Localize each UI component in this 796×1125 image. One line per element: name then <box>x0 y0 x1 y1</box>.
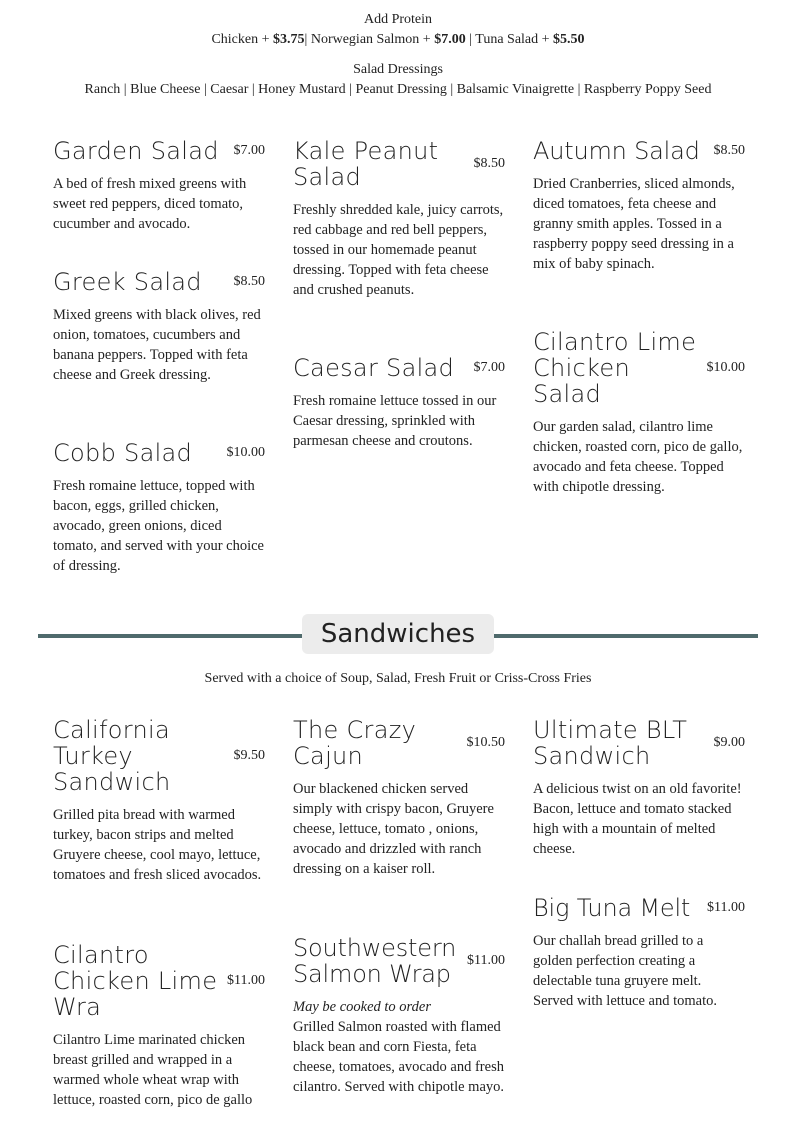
item-price: $8.50 <box>473 156 505 171</box>
item-title: Southwestern Salmon Wrap <box>293 934 457 988</box>
item-title: Cilantro Chicken Lime Wra <box>53 941 218 1021</box>
item-price: $11.00 <box>227 973 265 988</box>
menu-item <box>533 329 745 497</box>
item-description-text: Grilled Salmon roasted with flamed black bean and corn Fiesta, feta cheese, tomatoes, avocado and fresh cilantro. Served with chipotle mayo. <box>293 1019 505 1095</box>
item-price: $8.50 <box>233 274 265 289</box>
item-price: $8.50 <box>713 143 745 158</box>
item-title: Big Tuna Melt <box>533 894 691 922</box>
menu-item <box>53 440 265 576</box>
item-title: Garden Salad <box>53 137 219 165</box>
item-description: Cilantro Lime marinated chicken breast grilled and wrapped in a warmed whole wheat wrap with lettuce, roasted corn, pico de gallo <box>53 1032 253 1108</box>
item-title: Cobb Salad <box>53 439 193 467</box>
menu-item <box>53 138 265 234</box>
item-title: Caesar Salad <box>293 354 455 382</box>
menu-item <box>293 717 505 879</box>
item-description: A bed of fresh mixed greens with sweet red peppers, diced tomato, cucumber and avocado. <box>53 176 247 232</box>
item-description: Fresh romaine lettuce tossed in our Caesar dressing, sprinkled with parmesan cheese and croutons. <box>293 393 497 449</box>
item-price: $7.00 <box>233 143 265 158</box>
protein-salmon: Norwegian Salmon + $7.00 | <box>310 32 476 47</box>
menu-item <box>293 138 505 300</box>
item-description: Our garden salad, cilantro lime chicken, roasted corn, pico de gallo, avocado and feta cheese. Topped with chipotle dressing. <box>533 419 743 495</box>
item-description: Our challah bread grilled to a golden perfection creating a delectable tuna gruyere melt. Served with lettuce and tomato. <box>533 933 718 1009</box>
item-description: Fresh romaine lettuce, topped with bacon, eggs, grilled chicken, avocado, green onions, diced tomato, and served with your choice of dressing. <box>53 478 264 574</box>
item-price: $10.50 <box>466 735 505 750</box>
item-description: Freshly shredded kale, juicy carrots, red cabbage and red bell peppers, tossed in our homemade peanut dressing. Topped with feta cheese and crushed peanuts. <box>293 202 504 298</box>
item-title: Ultimate BLT Sandwich <box>533 716 688 770</box>
menu-item <box>53 717 265 885</box>
protein-heading: Add Protein <box>363 12 433 27</box>
item-price: $10.00 <box>706 360 745 375</box>
item-title: Cilantro Lime Chicken Salad <box>533 328 697 408</box>
item-description: Mixed greens with black olives, red onion, tomatoes, cucumbers and banana peppers. Topped with feta cheese and Greek dressing. <box>53 307 261 383</box>
menu-item <box>533 138 745 274</box>
menu-item <box>293 935 505 1097</box>
item-note: May be cooked to order <box>293 999 431 1015</box>
menu-item <box>53 942 265 1110</box>
menu-item <box>53 269 265 385</box>
menu-item <box>293 355 505 451</box>
item-price: $11.00 <box>707 900 745 915</box>
sandwiches-subtitle: Served with a choice of Soup, Salad, Fresh Fruit or Criss-Cross Fries <box>204 671 592 686</box>
item-title: Autumn Salad <box>533 137 700 165</box>
menu-item <box>533 717 745 859</box>
item-title: California Turkey Sandwich <box>53 716 171 796</box>
section-title-sandwiches: Sandwiches <box>302 614 494 654</box>
item-title: The Crazy Cajun <box>293 716 417 770</box>
protein-tuna: Tuna Salad + $5.50 <box>475 32 585 47</box>
item-price: $10.00 <box>226 445 265 460</box>
item-description: A delicious twist on an old favorite! Bacon, lettuce and tomato stacked high with a mountain of melted cheese. <box>533 781 742 857</box>
item-price: $9.50 <box>233 748 265 763</box>
dressings-list: Ranch | Blue Cheese | Caesar | Honey Mustard | Peanut Dressing | Balsamic Vinaigrette | Raspberry Poppy Seed <box>84 82 712 97</box>
protein-options <box>0 32 796 48</box>
protein-chicken: Chicken + $3.75| <box>211 32 311 47</box>
item-title: Kale Peanut Salad <box>293 137 439 191</box>
item-description: Our blackened chicken served simply with crispy bacon, Gruyere cheese, lettuce, tomato , onions, avocado and drizzled with ranch dressing on a kaiser roll. <box>293 781 494 877</box>
item-description: Grilled pita bread with warmed turkey, bacon strips and melted Gruyere cheese, cool mayo, lettuce, tomatoes and fresh sliced avocados. <box>53 807 262 883</box>
item-description: Dried Cranberries, sliced almonds, diced tomatoes, feta cheese and granny smith apples. Tossed in a raspberry poppy seed dressing in a mix of baby spinach. <box>533 176 735 272</box>
menu-item <box>533 895 745 1011</box>
item-title: Greek Salad <box>53 268 202 296</box>
item-price: $7.00 <box>473 360 505 375</box>
item-description <box>293 997 505 1097</box>
item-price: $9.00 <box>713 735 745 750</box>
item-price: $11.00 <box>467 953 505 968</box>
dressings-heading: Salad Dressings <box>353 62 443 77</box>
